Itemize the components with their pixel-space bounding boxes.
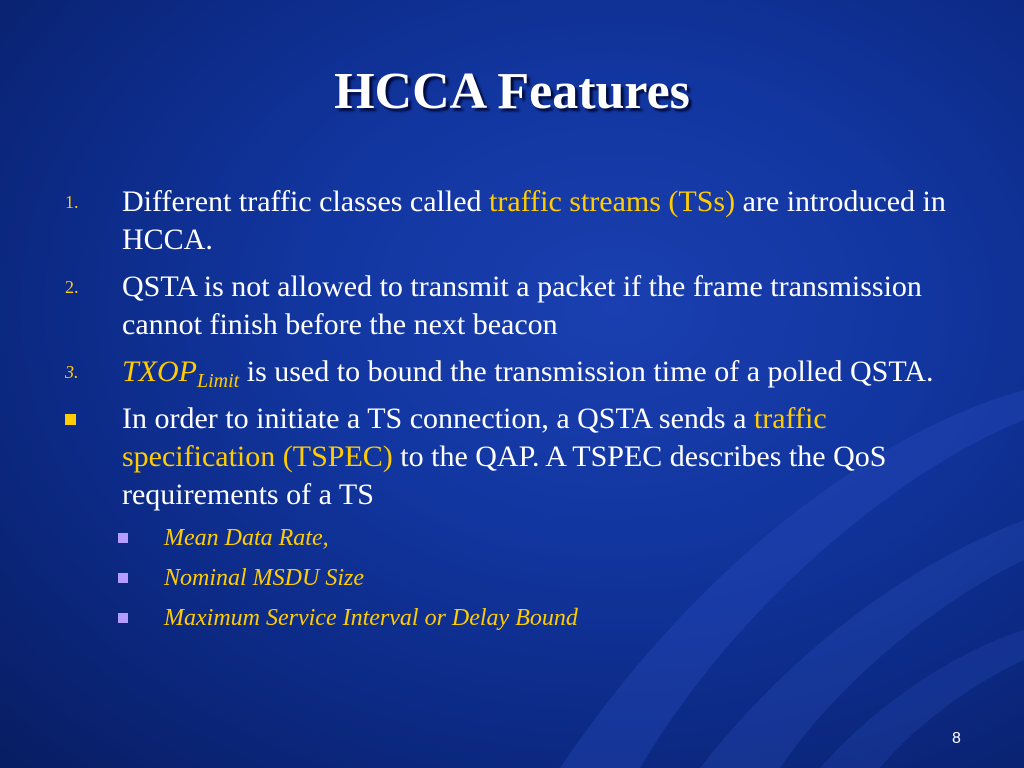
highlight-text: traffic streams (TSs) bbox=[489, 185, 736, 218]
item-text: QSTA is not allowed to transmit a packet if the frame transmission cannot finish before the next beacon bbox=[122, 270, 922, 341]
list-number: 3. bbox=[65, 362, 79, 382]
page-number: 8 bbox=[952, 730, 961, 747]
list-number: 1. bbox=[65, 192, 79, 212]
item-text: In order to initiate a TS connection, a QSTA sends a bbox=[122, 402, 754, 435]
highlight-text: traffic specification (TSPEC) bbox=[122, 402, 827, 473]
list-number: 2. bbox=[65, 277, 79, 297]
square-bullet-icon bbox=[118, 533, 128, 543]
item-text: are introduced in HCCA. bbox=[122, 185, 946, 256]
list-item bbox=[0, 268, 962, 344]
sub-list-item bbox=[0, 523, 1024, 553]
list-item bbox=[0, 183, 962, 259]
sub-item-text: Nominal MSDU Size bbox=[164, 565, 364, 591]
square-bullet-icon bbox=[118, 613, 128, 623]
sub-list-item bbox=[0, 603, 1024, 633]
sub-list-item bbox=[0, 563, 1024, 593]
sub-item-text: Maximum Service Interval or Delay Bound bbox=[164, 605, 578, 631]
square-bullet-icon bbox=[65, 414, 76, 425]
item-text: to the QAP. A TSPEC describes the QoS requirements of a TS bbox=[122, 440, 887, 511]
slide-title: HCCA Features bbox=[334, 63, 690, 120]
list-item bbox=[0, 400, 962, 514]
bullet-list bbox=[0, 183, 1024, 643]
highlight-term: TXOP bbox=[122, 355, 197, 388]
list-item bbox=[0, 353, 962, 391]
item-text: is used to bound the transmission time of a polled QSTA. bbox=[239, 355, 934, 388]
sub-item-text: Mean Data Rate, bbox=[164, 525, 329, 551]
square-bullet-icon bbox=[118, 573, 128, 583]
highlight-subscript: Limit bbox=[197, 370, 240, 392]
item-text: Different traffic classes called bbox=[122, 185, 490, 218]
